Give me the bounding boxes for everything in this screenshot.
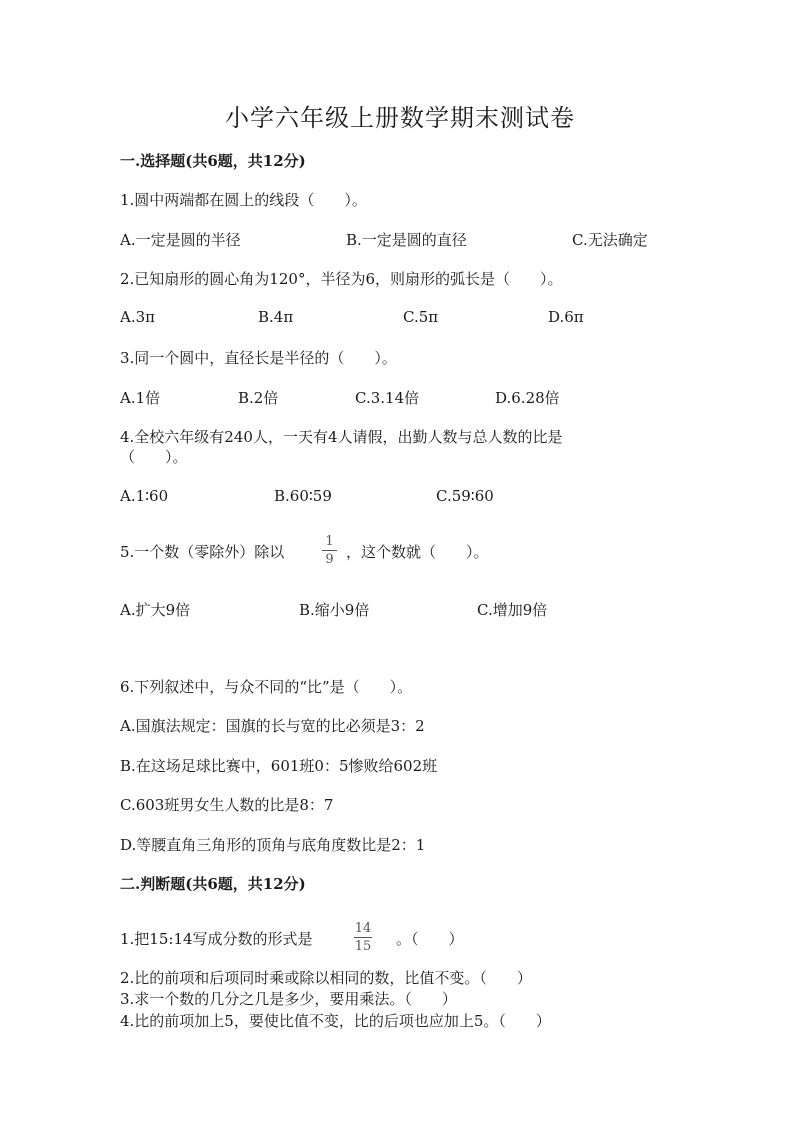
page-title: 小学六年级上册数学期末测试卷 [225,104,575,132]
question-2-3: 3.求一个数的几分之几是多少，要用乘法。（ ） [120,990,457,1008]
option-1-1-c: C.无法确定 [572,231,648,249]
option-1-6-d: D.等腰直角三角形的顶角与底角度数比是2：1 [120,836,426,854]
fraction-bar [322,550,337,551]
question-1-2: 2.已知扇形的圆心角为120°，半径为6，则扇形的弧长是（ ）。 [120,270,563,288]
option-1-5-a: A.扩大9倍 [120,601,191,619]
fraction-denominator: 9 [325,552,334,567]
question-2-1-after: 。（ ） [396,930,464,948]
question-2-1-before: 1.把15:14写成分数的形式是 [120,930,313,948]
option-1-2-d: D.6π [548,308,584,326]
fraction-numerator: 1 [325,534,334,549]
fraction-one-ninth [322,535,337,566]
option-1-1-b: B.一定是圆的直径 [346,231,467,249]
question-1-4-line2: （ ）。 [120,448,188,466]
option-1-4-c: C.59∶60 [436,487,494,505]
option-1-6-a: A.国旗法规定：国旗的长与宽的比必须是3：2 [120,717,425,735]
question-1-3: 3.同一个圆中，直径长是半径的（ ）。 [120,349,397,367]
option-1-2-a: A.3π [120,308,156,326]
fraction-denominator: 15 [354,939,372,954]
option-1-6-b: B.在这场足球比赛中，601班0：5惨败给602班 [120,757,438,775]
question-2-2: 2.比的前项和后项同时乘或除以相同的数，比值不变。（ ） [120,969,532,987]
option-1-5-c: C.增加9倍 [477,601,548,619]
option-1-6-c: C.603班男女生人数的比是8：7 [120,796,334,814]
question-1-5-after: ，这个数就（ ）。 [346,543,489,561]
question-1-1: 1.圆中两端都在圆上的线段（ ）。 [120,191,367,209]
section-heading-judgment: 二.判断题(共6题，共12分) [120,875,306,893]
question-1-6: 6.下列叙述中，与众不同的“比”是（ ）。 [120,678,413,696]
option-1-2-b: B.4π [258,308,294,326]
option-1-3-b: B.2倍 [238,389,279,407]
option-1-3-c: C.3.14倍 [355,389,420,407]
option-1-5-b: B.缩小9倍 [299,601,370,619]
option-1-1-a: A.一定是圆的半径 [120,231,241,249]
fraction-numerator: 14 [354,921,372,936]
option-1-3-a: A.1倍 [120,389,161,407]
option-1-3-d: D.6.28倍 [495,389,560,407]
option-1-4-b: B.60∶59 [274,487,332,505]
question-1-4-line1: 4.全校六年级有240人，一天有4人请假，出勤人数与总人数的比是 [120,428,563,446]
option-1-4-a: A.1∶60 [120,487,169,505]
section-heading-choice: 一.选择题(共6题，共12分) [120,152,306,170]
option-1-2-c: C.5π [403,308,439,326]
fraction-fourteen-fifteenths [354,922,372,953]
fraction-bar [354,937,372,938]
question-2-4: 4.比的前项加上5，要使比值不变，比的后项也应加上5。（ ） [120,1012,551,1030]
question-1-5-before: 5.一个数（零除外）除以 [120,543,285,561]
